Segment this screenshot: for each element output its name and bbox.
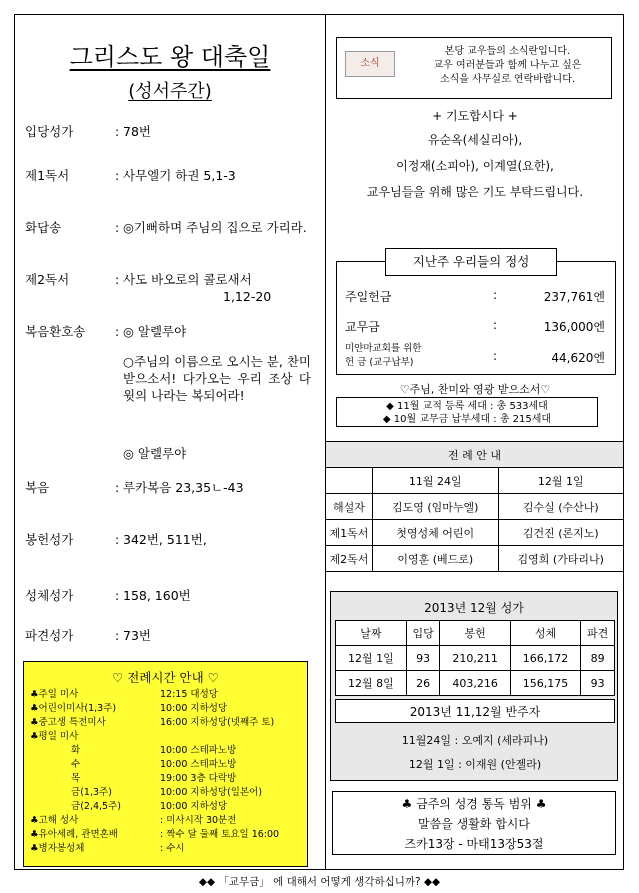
recessional-hymn-value: 73번 — [123, 628, 151, 643]
schedule-row: 수 10:00 스테파노방 — [30, 759, 237, 770]
news-box — [336, 37, 612, 99]
bulletin-page — [14, 14, 624, 870]
schedule-row: ♣고해 성사 : 미사시작 30분전 — [30, 815, 237, 826]
hymns-row: 12월 8일 26 403,216 156,175 93 — [336, 671, 615, 696]
hymns-header: 입당 — [406, 621, 440, 646]
alleluia-verse: ○주님의 이름으로 오시는 분, 찬미받으소서! 다가오는 우리 조상 다윗의 나라는 복되어라! — [123, 354, 311, 403]
psalm-label: 화답송 — [25, 220, 62, 235]
schedule-row: ♣중고생 특전미사 16:00 지하성당(넷째주 토) — [30, 717, 275, 728]
entrance-hymn-label: 입당성가 — [25, 124, 74, 139]
first-reading-value: 사무엘기 하권 5,1-3 — [123, 168, 236, 183]
schedule-row: ♣주일 미사 12:15 대성당 — [30, 689, 218, 700]
offertory-hymn-label: 봉헌성가 — [25, 532, 74, 547]
schedule-row: ♣병자봉성체 : 수시 — [30, 843, 185, 854]
gospel-value: 루카복음 23,35ㄴ-43 — [123, 480, 244, 495]
hymns-title: 2013년 12월 성가 — [424, 601, 524, 615]
bible-reading-box — [332, 791, 616, 855]
organist-line: 11월24일 : 오예지 (세라피나) — [401, 734, 549, 747]
schedule-row: 금(2,4,5주) 10:00 지하성당 — [30, 801, 228, 812]
liturgy-row: 해설자 김도영 (임마누엘) 김수실 (수산나) — [326, 494, 624, 520]
bible-range: 즈카13장 - 마태13장53절 — [404, 837, 544, 851]
organist-line: 12월 1일 : 이재원 (안젤라) — [408, 758, 542, 771]
second-reading-label: 제2독서 — [25, 272, 70, 287]
hymns-header: 성체 — [510, 621, 580, 646]
liturgy-date: 12월 1일 — [498, 468, 624, 494]
entrance-hymn-value: 78번 — [123, 124, 151, 139]
page-title: 그리스도 왕 대축일 — [69, 43, 271, 71]
hymns-box — [330, 591, 618, 781]
organists-title: 2013년 11,12월 반주자 — [335, 699, 615, 723]
psalm-value: ◎기뻐하며 주님의 집으로 가리라. — [123, 220, 307, 235]
first-reading-label: 제1독서 — [25, 168, 70, 183]
hymns-table — [335, 620, 615, 696]
page-subtitle: (성서주간) — [128, 81, 212, 102]
schedule-row: ♣평일 미사 — [30, 731, 79, 742]
praise-line: ♡주님, 찬미와 영광 받으소서♡ — [399, 383, 551, 396]
liturgy-date: 11월 24일 — [373, 468, 499, 494]
prayer-line: 이정재(소피아), 이계열(요한), — [396, 159, 554, 173]
liturgy-table — [325, 441, 624, 572]
schedule-row: 화 10:00 스테파노방 — [30, 745, 237, 756]
footer-question: ◆◆ 「교무금」 에 대해서 어떻게 생각하십니까? ◆◆ — [198, 876, 441, 888]
offering-title: 지난주 우리들의 정성 — [385, 248, 557, 276]
schedule-row: 금(1,3주) 10:00 지하성당(일본어) — [30, 787, 263, 798]
recessional-hymn-label: 파견성가 — [25, 628, 74, 643]
hymns-header: 파견 — [581, 621, 615, 646]
news-text: 본당 교우들의 소식란입니다. 교우 여러분들과 함께 나누고 싶은 소식을 사무실로 연락바랍니다. — [433, 46, 582, 85]
schedule-row: ♣유아세례, 관면혼배 : 짝수 달 둘째 토요일 16:00 — [30, 829, 280, 840]
hymns-header: 봉헌 — [440, 621, 510, 646]
offertory-hymn-value: 342번, 511번, — [123, 532, 207, 547]
bible-motto: 말씀을 생활화 합시다 — [418, 817, 530, 831]
communion-hymn-value: 158, 160번 — [123, 588, 191, 603]
left-column: 그리스도 왕 대축일 (성서주간) 입당성가 : 78번 제1독서 : 사무엘기 하권 5,1-3 화답송 : ◎기뻐하며 주님의 집으로 가리라. 제2독서 : 사도 바오로의 콜로새서 1,12-20 복음환호송 : ◎ 알렐루야 ○주님의 이름으로 오시는 분, 찬미받으소서! 다가오는 우리 조상 다윗의 나라는 복되어라! ◎ 알렐루야 복음 : 루카복음 23,35ㄴ-43 봉헌성가 : 342번, 511번, 성체성가 : 158, 160번 파견성가 : 73번 ♡ 전례시간 안내 ♡ ♣주일 미사 12:15 대성당 ♣어린이미사(1,3주) 10:00 지하성당 ♣중고생 특전미사 16:00 지하성당(넷째주 토) ♣평일 미사 화 10:00 스테파노방 수 10:00 스테파노방 목 19:00 3층 다락방 금(1,3주) 10:00 지하성당(일본어) 금(2,4,5주) 10:00 지하성당 ♣고해 성사 : 미사시작 30분전 ♣유아세례, 관면혼배 : 짝수 달 둘째 토요일 16:00 ♣병자봉성체 : 수시 — [15, 15, 325, 869]
communion-hymn-label: 성체성가 — [25, 588, 74, 603]
liturgy-row: 제2독서 이영훈 (베드로) 김영희 (가타리나) — [326, 546, 624, 572]
right-column — [326, 15, 624, 869]
gospel-label: 복음 — [25, 480, 50, 495]
prayer-line: 유순옥(세실리아), — [427, 133, 523, 147]
registration-box: ◆ 11월 교적 등록 세대 : 총 533세대 ◆ 10월 교무금 납부세대 : 총 215세대 — [336, 397, 598, 427]
bible-title: ♣ 금주의 성경 통독 범위 ♣ — [401, 797, 547, 811]
alleluia-value: ◎ 알렐루야 — [123, 324, 187, 339]
news-logo: 소식 — [345, 51, 395, 77]
prayer-line: 교우님들을 위해 많은 기도 부탁드립니다. — [366, 185, 584, 199]
alleluia-repeat: ◎ 알렐루야 — [123, 446, 187, 461]
second-reading-ref: 1,12-20 — [223, 289, 272, 304]
schedule-row: ♣어린이미사(1,3주) 10:00 지하성당 — [30, 703, 228, 714]
liturgy-schedule-box — [23, 661, 308, 867]
schedule-title: ♡ 전례시간 안내 ♡ — [112, 670, 219, 685]
second-reading-value: 사도 바오로의 콜로새서 — [123, 272, 252, 287]
alleluia-label: 복음환호송 — [25, 324, 86, 339]
prayer-heading: + 기도합시다 + — [432, 109, 518, 123]
schedule-row: 목 19:00 3층 다락방 — [30, 773, 237, 784]
offering-box: 지난주 우리들의 정성 주일헌금 : 237,761엔 교무금 : 136,000엔 미얀마교회를 위한 헌 금 (교구납부) : 44,620엔 — [336, 261, 616, 375]
liturgy-title: 전 례 안 내 — [326, 442, 624, 468]
liturgy-row: 제1독서 첫영성체 어린이 김건진 (론지노) — [326, 520, 624, 546]
hymns-row: 12월 1일 93 210,211 166,172 89 — [336, 646, 615, 671]
hymns-header: 날짜 — [336, 621, 407, 646]
